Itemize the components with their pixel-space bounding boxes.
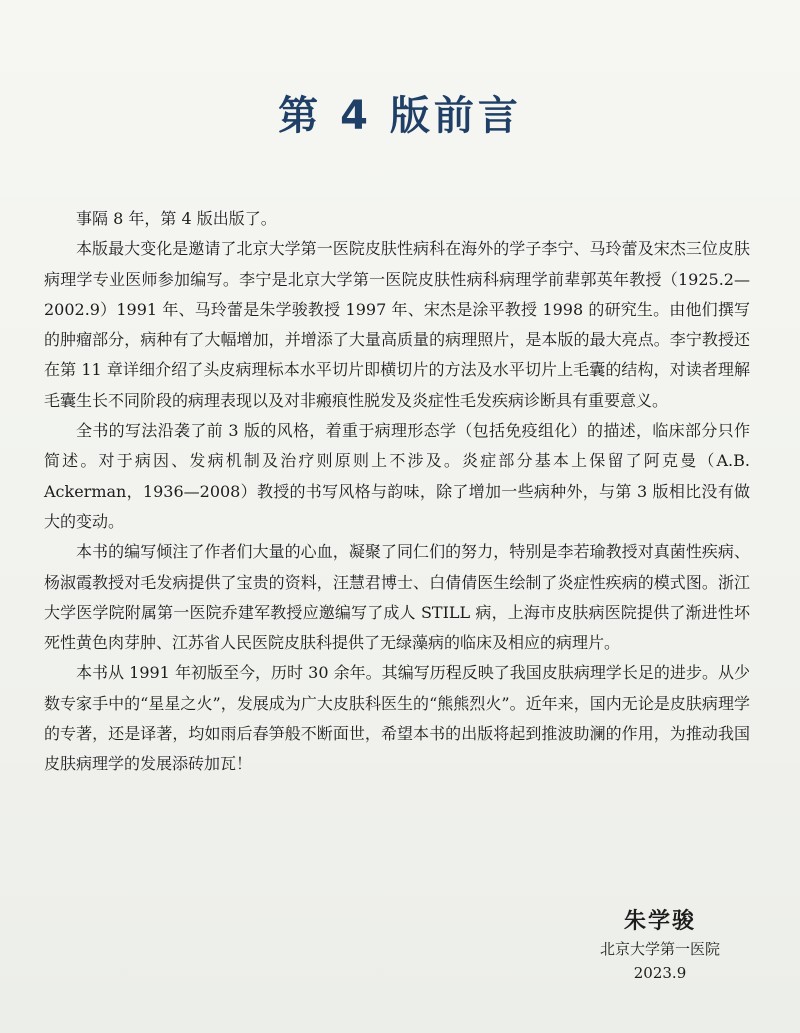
paragraph: 本书的编写倾注了作者们大量的心血，凝聚了同仁们的努力，特别是李若瑜教授对真菌性疾病、杨淑霞教授对毛发病提供了宝贵的资料，汪慧君博士、白倩倩医生绘制了炎症性疾病的模式图。浙江大学医学院附属第一医院乔建军教授应邀编写了成人 STILL 病，上海市皮肤病医院提供了渐进性坏死性黄色肉芽肿、江苏省人民医院皮肤科提供了无绿藻病的临床及相应的病理片。 bbox=[44, 542, 750, 653]
preface-title: 第 4 版前言 bbox=[278, 93, 522, 139]
signature-date: 2023.9 bbox=[633, 964, 687, 982]
paragraph: 事隔 8 年，第 4 版出版了。 bbox=[76, 209, 277, 228]
author-name: 朱学骏 bbox=[623, 908, 696, 934]
preface-body bbox=[44, 204, 750, 780]
paragraph: 全书的写法沿袭了前 3 版的风格，着重于病理形态学（包括免疫组化）的描述，临床部分只作简述。对于病因、发病机制及治疗则原则上不涉及。炎症部分基本上保留了阿克曼（A.B. Ackerman，1936—2008）教授的书写风格与韵味，除了增加一些病种外，与第 3 版相比没有做大的变动。 bbox=[44, 421, 750, 531]
paragraph: 本书从 1991 年初版至今，历时 30 余年。其编写历程反映了我国皮肤病理学长足的进步。从少数专家手中的“星星之火”，发展成为广大皮肤科医生的“熊熊烈火”。近年来，国内无论是皮肤病理学的专著，还是译著，均如雨后春笋般不断面世，希望本书的出版将起到推波助澜的作用，为推动我国皮肤病理学的发展添砖加瓦！ bbox=[44, 663, 750, 774]
signature-block bbox=[580, 905, 740, 985]
author-affiliation: 北京大学第一医院 bbox=[599, 940, 720, 958]
paragraph: 本版最大变化是邀请了北京大学第一医院皮肤性病科在海外的学子李宁、马玲蕾及宋杰三位皮肤病理学专业医师参加编写。李宁是北京大学第一医院皮肤性病科病理学前辈郭英年教授（1925.2—2002.9）1991 年、马玲蕾是朱学骏教授 1997 年、宋杰是涂平教授 1998 的研究生。由他们撰写的肿瘤部分，病种有了大幅增加，并增添了大量高质量的病理照片，是本版的最大亮点。李宁教授还在第 11 章详细介绍了头皮病理标本水平切片即横切片的方法及水平切片上毛囊的结构，对读者理解毛囊生长不同阶段的病理表现以及对非瘢痕性脱发及炎症性毛发疾病诊断具有重要意义。 bbox=[44, 239, 750, 410]
